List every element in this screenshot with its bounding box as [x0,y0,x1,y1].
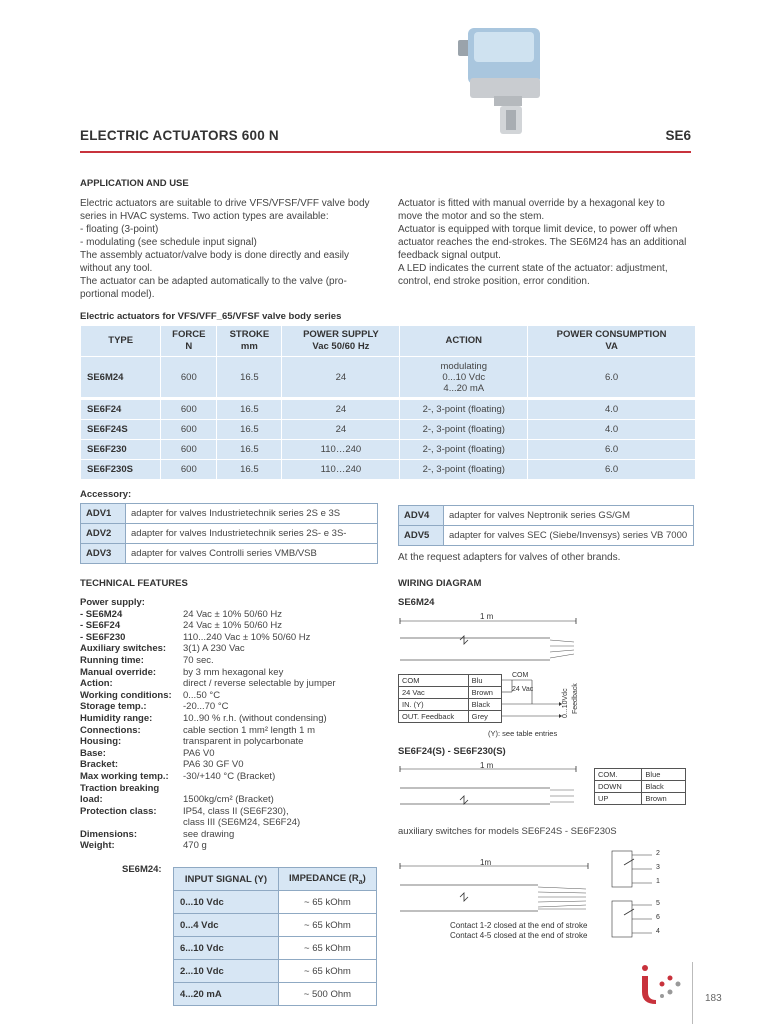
stroke-cell: 16.5 [217,440,282,460]
signal-row [174,960,377,983]
feature-label: Running time: [80,654,144,666]
application-line: A LED indicates the current state of the actuator: adjustment, [398,263,668,274]
force-cell: 600 [161,357,217,399]
feature-row [80,701,383,713]
aux-switches-title: auxiliary switches for models SE6F24S - SE6F230S [398,826,617,837]
wiring-m24-com-label: COM [512,672,529,679]
accessory-desc: adapter for valves Controlli series VMB/VSB [126,544,378,564]
wiring-f-diagram [398,760,598,810]
action-cell [400,357,528,399]
accessory-code: ADV4 [399,506,444,526]
supply-cell: 110…240 [282,440,400,460]
feature-row [80,609,383,621]
models-header-cell [282,326,400,357]
application-line: Actuator is fitted with manual override by a hexagonal key to [398,198,665,209]
header-line-2: Vac 50/60 Hz [312,341,370,352]
force-cell: 600 [161,440,217,460]
stroke-cell: 16.5 [217,420,282,440]
feature-value: 470 g [183,840,207,852]
feature-label: Protection class: [80,805,157,817]
signal-row [174,914,377,937]
table-row [81,399,696,420]
feature-row [80,620,383,632]
impedance-cell: ~ 65 kOhm [278,937,376,960]
feature-value [183,783,383,795]
technical-heading: TECHNICAL FEATURES [80,578,188,589]
signal-row [174,983,377,1006]
technical-features [80,597,383,852]
action-line: modulating [440,360,487,372]
contact-note-1: Contact 1-2 closed at the end of stroke [450,921,588,930]
wiring-terminal: DOWN [595,781,642,793]
wiring-f-length: 1 m [480,761,494,770]
action-line: 2-, 3-point (floating) [422,404,505,415]
type-cell: SE6F230S [81,460,161,480]
type-cell: SE6M24 [81,357,161,399]
action-line: 4...20 mA [443,382,485,394]
action-cell [400,440,528,460]
action-line: 2-, 3-point (floating) [422,444,505,455]
signal-cell: 6...10 Vdc [174,937,279,960]
wiring-terminal: COM [399,675,469,687]
contact-6: 6 [656,914,660,921]
wiring-row [399,699,502,711]
application-line: Actuator is equipped with torque limit device, to power off when [398,224,678,235]
supply-cell: 24 [282,399,400,420]
header-line-1: ACTION [445,335,482,346]
wiring-m24-vertical-label-2: Feedback [572,683,579,714]
accessory-row [399,506,694,526]
brand-logo [636,962,686,1006]
feature-row [80,643,383,655]
wiring-terminal: OUT. Feedback [399,711,469,723]
wiring-m24-table [398,674,502,723]
power-cell: 6.0 [528,357,696,399]
models-header-cell [528,326,696,357]
accessory-table-right [398,505,694,546]
power-cell: 6.0 [528,440,696,460]
accessory-desc: adapter for valves Industrietechnik series 2S e 3S [126,504,378,524]
wiring-heading: WIRING DIAGRAM [398,578,482,589]
signal-table-label: SE6M24: [122,864,162,875]
wiring-color: Blu [468,675,501,687]
feature-label: Working conditions: [80,689,172,701]
feature-row [80,829,383,841]
impedance-cell: ~ 65 kOhm [278,960,376,983]
accessory-desc: adapter for valves SEC (Siebe/Invensys) series VB 7000 [444,526,694,546]
models-header-cell [217,326,282,357]
wiring-m24-note: (Y): see table entries [488,729,558,738]
feature-row [80,597,383,609]
feature-label: Max working temp.: [80,770,169,782]
contact-note-2: Contact 4-5 closed at the end of stroke [450,931,588,940]
wiring-m24-length: 1 m [480,612,494,621]
power-cell: 6.0 [528,460,696,480]
feature-row [80,713,383,725]
type-cell: SE6F24 [81,399,161,420]
wiring-color: Grey [468,711,501,723]
signal-cell: 0...4 Vdc [174,914,279,937]
accessory-row [81,504,378,524]
feature-label: Power supply: [80,597,145,608]
application-line: The assembly actuator/valve body is done directly and easily [80,250,350,261]
application-line: Electric actuators are suitable to drive VFS/VFSF/VFF valve body [80,198,370,209]
feature-value: PA6 V0 [183,747,215,759]
wiring-row [399,687,502,699]
application-line: portional model). [80,289,155,300]
feature-label: load: [80,794,103,806]
feature-row [80,690,383,702]
title-divider [80,151,691,153]
feature-value: 0...50 °C [183,689,221,701]
feature-label: Base: [80,747,106,759]
models-table-caption: Electric actuators for VFS/VFF_65/VFSF valve body series [80,311,342,322]
feature-row [80,817,383,829]
wiring-m24-diagram [398,610,598,670]
feature-value: 24 Vac ± 10% 50/60 Hz [183,608,283,620]
feature-value: cable section 1 mm² length 1 m [183,724,316,736]
actuator-photo [448,22,558,134]
wiring-color: Black [468,699,501,711]
contact-3: 3 [656,864,660,871]
header-line-1: TYPE [108,335,134,346]
signal-header-input: INPUT SIGNAL (Y) [174,868,279,891]
application-left-text [80,197,385,301]
signal-row [174,937,377,960]
models-table [80,325,696,480]
accessory-row [399,526,694,546]
feature-row [80,667,383,679]
signal-header-impedance: IMPEDANCE $(R_a)$ [278,868,376,891]
feature-row [80,771,383,783]
models-header-cell [400,326,528,357]
feature-row [80,806,383,818]
feature-label: Manual override: [80,666,157,678]
accessory-heading: Accessory: [80,489,132,500]
action-cell [400,399,528,420]
supply-cell: 110…240 [282,460,400,480]
accessory-desc: adapter for valves Industrietechnik series 2S- e 3S- [126,524,378,544]
wiring-m24-vertical-label-1: 0...10Vdc [562,688,569,718]
feature-label: Action: [80,678,113,690]
application-right-text [398,197,698,288]
feature-value: 24 Vac ± 10% 50/60 Hz [183,620,283,632]
feature-value [183,597,383,609]
feature-value: -30/+140 °C (Bracket) [183,770,276,782]
feature-value: class III (SE6M24, SE6F24) [183,817,301,829]
page-title: ELECTRIC ACTUATORS 600 N [80,128,279,143]
wiring-row [595,793,686,805]
models-header-cell [81,326,161,357]
footer-divider [692,962,693,1024]
feature-label: Auxiliary switches: [80,643,167,655]
wiring-terminal: UP [595,793,642,805]
feature-value: see drawing [183,828,235,840]
supply-cell: 24 [282,420,400,440]
wiring-row [399,711,502,723]
feature-label [80,817,183,829]
feature-value: 70 sec. [183,654,214,666]
table-row [81,460,696,480]
contact-5: 5 [656,900,660,907]
signal-row [174,891,377,914]
wiring-row [595,769,686,781]
accessory-note: At the request adapters for valves of other brands. [398,552,621,563]
feature-label: Humidity range: [80,712,153,724]
stroke-cell: 16.5 [217,460,282,480]
application-heading: APPLICATION AND USE [80,178,189,189]
model-code: SE6 [665,128,691,143]
wiring-terminal: IN. (Y) [399,699,469,711]
wiring-row [595,781,686,793]
wiring-color: Blue [642,769,686,781]
application-line: move the motor and so the stem. [398,211,545,222]
accessory-code: ADV1 [81,504,126,524]
power-cell: 4.0 [528,420,696,440]
accessory-code: ADV3 [81,544,126,564]
feature-label: Storage temp.: [80,701,147,713]
feature-label: - SE6F24 [80,620,121,632]
impedance-cell: ~ 65 kOhm [278,891,376,914]
aux-length: 1m [480,858,492,867]
wiring-color: Black [642,781,686,793]
header-line-2: N [185,341,193,352]
accessory-row [81,544,378,564]
contact-2: 2 [656,850,660,857]
accessory-row [81,524,378,544]
wiring-m24-title: SE6M24 [398,597,435,608]
feature-label: Traction breaking [80,782,160,794]
header-line-1: POWER SUPPLY [303,329,379,340]
wiring-f-title: SE6F24(S) - SE6F230(S) [398,746,506,757]
action-cell [400,420,528,440]
accessory-code: ADV5 [399,526,444,546]
force-cell: 600 [161,460,217,480]
application-line: without any tool. [80,263,153,274]
feature-label: - SE6M24 [80,608,123,620]
signal-cell: 4...20 mA [174,983,279,1006]
signal-cell: 0...10 Vdc [174,891,279,914]
feature-row [80,840,383,852]
feature-row [80,736,383,748]
contact-4: 4 [656,928,660,935]
feature-value: -20...70 °C [183,701,229,713]
wiring-color: Brown [468,687,501,699]
application-line: - modulating (see schedule input signal) [80,237,257,248]
force-cell: 600 [161,420,217,440]
stroke-cell: 16.5 [217,357,282,399]
supply-cell: 24 [282,357,400,399]
stroke-cell: 16.5 [217,399,282,420]
feature-value: 10..90 % r.h. (without condensing) [183,712,327,724]
feature-value: PA6 30 GF V0 [183,759,244,771]
accessory-code: ADV2 [81,524,126,544]
application-line: - floating (3-point) [80,224,159,235]
feature-label: Dimensions: [80,828,138,840]
feature-row [80,794,383,806]
header-line-1: STROKE [229,329,270,340]
action-cell [400,460,528,480]
type-cell: SE6F230 [81,440,161,460]
impedance-cell: ~ 65 kOhm [278,914,376,937]
impedance-cell: ~ 500 Ohm [278,983,376,1006]
application-line: feedback signal output. [398,250,501,261]
feature-label: Housing: [80,736,122,748]
table-row [81,440,696,460]
feature-label: Connections: [80,724,141,736]
feature-value: 3(1) A 230 Vac [183,643,245,655]
feature-value: direct / reverse selectable by jumper [183,678,336,690]
accessory-desc: adapter for valves Neptronik series GS/GM [444,506,694,526]
feature-value: 110...240 Vac ± 10% 50/60 Hz [183,631,311,643]
action-line: 0...10 Vdc [442,371,486,383]
page-number: 183 [705,993,722,1004]
wiring-terminal: COM. [595,769,642,781]
feature-row [80,678,383,690]
header-line-1: POWER CONSUMPTION [556,329,667,340]
feature-label: - SE6F230 [80,631,126,643]
header-line-2: VA [605,341,618,352]
action-line: 2-, 3-point (floating) [422,464,505,475]
feature-value: IP54, class II (SE6F230), [183,805,289,817]
models-header-cell [161,326,217,357]
application-line: series in HVAC systems. Two action types are available: [80,211,329,222]
wiring-terminal: 24 Vac [399,687,469,699]
type-cell: SE6F24S [81,420,161,440]
wiring-color: Brown [642,793,686,805]
feature-label: Weight: [80,840,115,852]
wiring-f-table [594,768,686,805]
feature-value: transparent in polycarbonate [183,736,304,748]
contact-1: 1 [656,878,660,885]
signal-table [173,867,377,1006]
table-row [81,420,696,440]
header-line-1: FORCE [172,329,206,340]
feature-row [80,783,383,795]
feature-value: by 3 mm hexagonal key [183,666,284,678]
feature-row [80,748,383,760]
feature-row [80,759,383,771]
application-line: control, end stroke position, error condition. [398,276,590,287]
wiring-m24-24vac-label: 24 Vac [512,686,534,693]
accessory-table-left [80,503,378,564]
feature-row [80,725,383,737]
signal-cell: 2...10 Vdc [174,960,279,983]
force-cell: 600 [161,399,217,420]
action-line: 2-, 3-point (floating) [422,424,505,435]
header-line-2: mm [240,341,258,352]
table-row [81,357,696,399]
feature-value: 1500kg/cm² (Bracket) [183,794,274,806]
wiring-row [399,675,502,687]
power-cell: 4.0 [528,399,696,420]
feature-label: Bracket: [80,759,119,771]
application-line: actuator reaches the end-strokes. The SE6M24 has an additional [398,237,687,248]
feature-row [80,632,383,644]
feature-row [80,655,383,667]
application-line: The actuator can be adapted automatically to the valve (pro- [80,276,347,287]
